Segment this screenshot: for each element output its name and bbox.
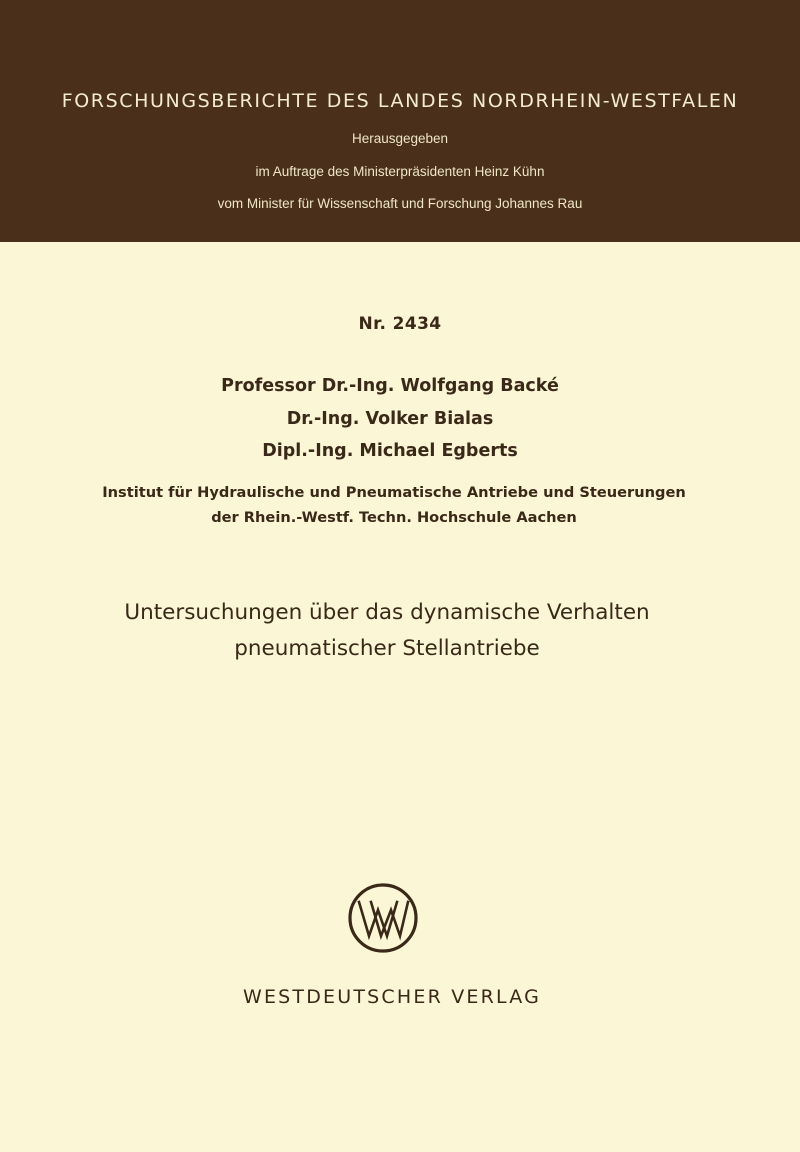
- editor-line-1: Herausgegeben: [351, 131, 449, 146]
- publisher-name: WESTDEUTSCHER VERLAG: [242, 986, 542, 1008]
- author-3: Dipl.-Ing. Michael Egberts: [262, 441, 518, 461]
- institute-line-2: der Rhein.-Westf. Techn. Hochschule Aachen: [211, 509, 577, 526]
- report-number: Nr. 2434: [358, 314, 442, 334]
- wv-monogram-logo-icon: [347, 882, 419, 954]
- author-2: Dr.-Ing. Volker Bialas: [286, 409, 494, 429]
- series-header-band: [0, 0, 800, 242]
- institute-line-1: Institut für Hydraulische und Pneumatische Antriebe und Steuerungen: [102, 484, 686, 501]
- book-title-line-1: Untersuchungen über das dynamische Verhalten: [124, 600, 650, 625]
- book-title-line-2: pneumatischer Stellantriebe: [234, 636, 540, 661]
- author-1: Professor Dr.-Ing. Wolfgang Backé: [221, 376, 559, 396]
- editor-line-2: im Auftrage des Ministerpräsidenten Heinz Kühn: [255, 164, 545, 179]
- editor-line-3: vom Minister für Wissenschaft und Forschung Johannes Rau: [217, 196, 583, 211]
- series-title: FORSCHUNGSBERICHTE DES LANDES NORDRHEIN-WESTFALEN: [61, 90, 739, 112]
